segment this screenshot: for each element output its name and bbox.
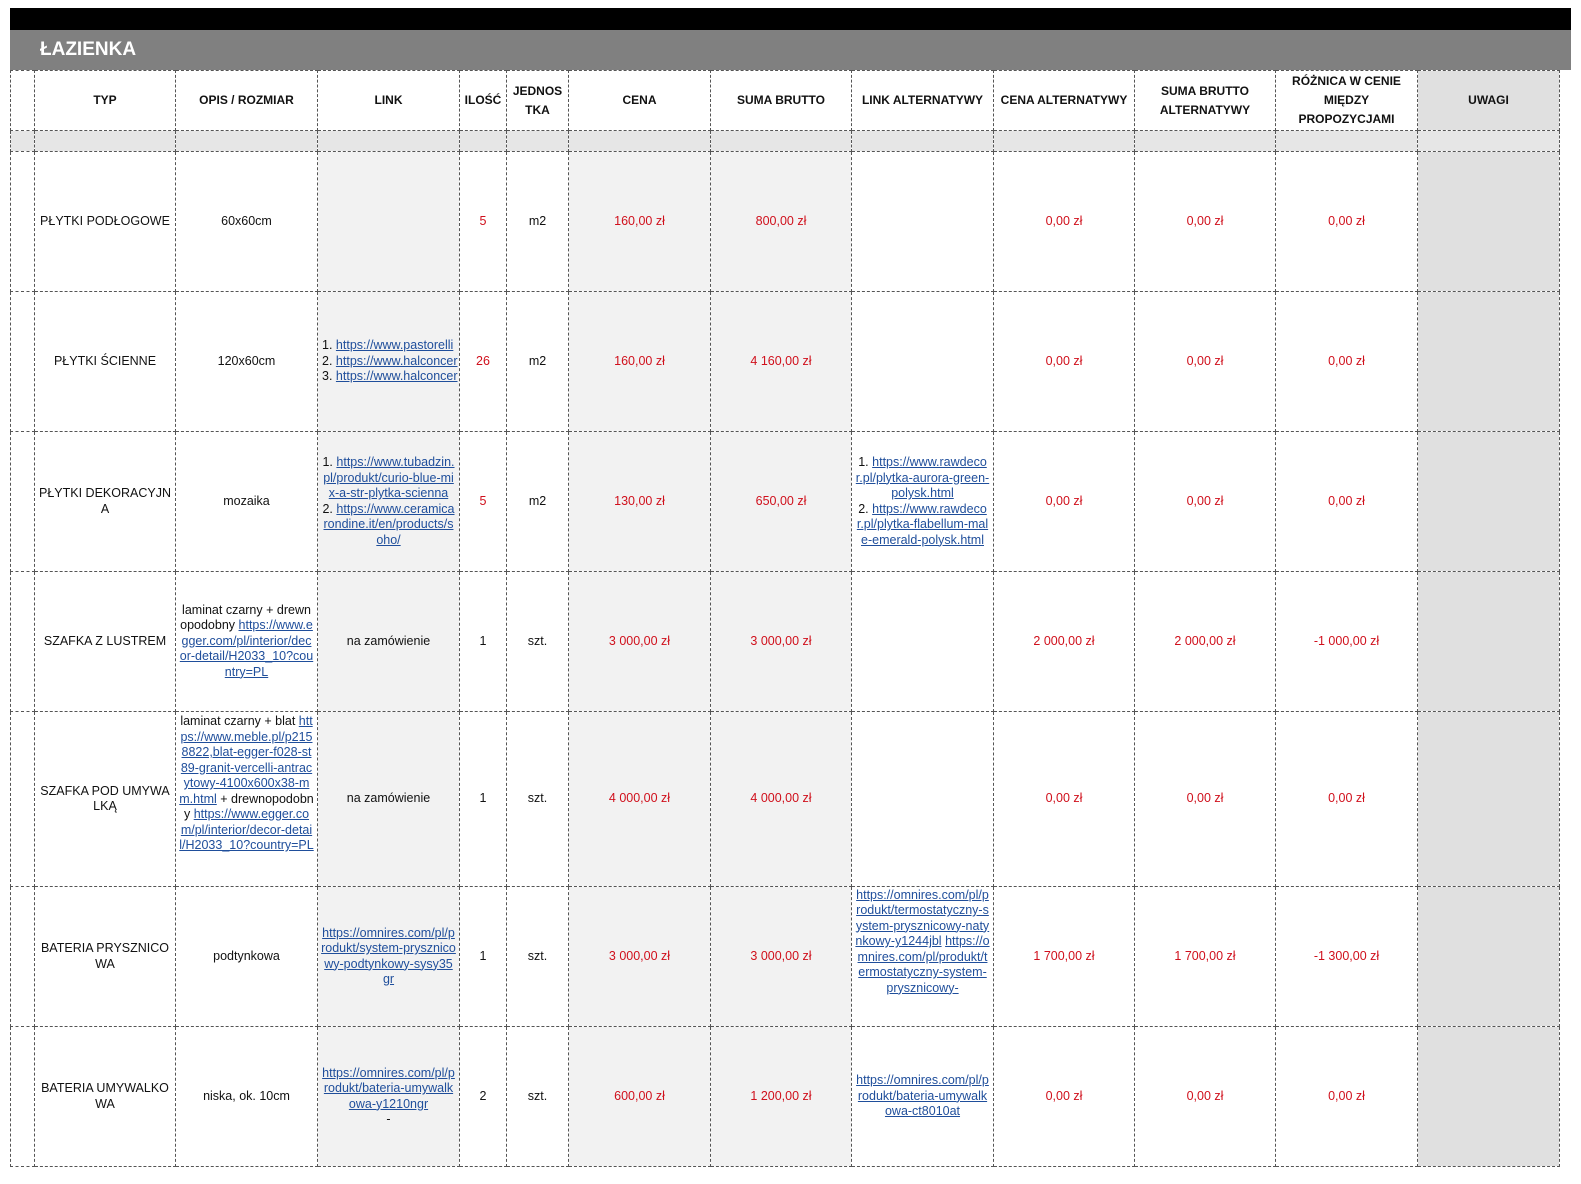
link-line: 2. https://www.halconcer xyxy=(322,353,458,368)
cell-ilosc[interactable]: 26 xyxy=(460,292,507,432)
cell-uwagi[interactable] xyxy=(1418,887,1560,1027)
row-gutter xyxy=(11,292,35,432)
cell-cena-alternatywy[interactable]: 0,00 zł xyxy=(994,292,1135,432)
header-link[interactable]: LINK xyxy=(318,71,460,131)
cell-jednostka[interactable]: szt. xyxy=(507,887,569,1027)
alt-product-link[interactable]: https://omnires.com/pl/produkt/bateria-umywalkowa-ct8010at xyxy=(856,1073,989,1119)
cell-suma-brutto-alternatywy[interactable]: 2 000,00 zł xyxy=(1135,572,1276,712)
cell-typ[interactable]: SZAFKA POD UMYWALKĄ xyxy=(35,712,176,887)
product-link[interactable]: https://www.tubadzin.pl/produkt/curio-blue-mix-a-str-plytka-scienna xyxy=(323,455,455,500)
top-black-bar xyxy=(10,8,1571,30)
sheet-title: ŁAZIENKA xyxy=(10,30,1571,70)
cell-uwagi[interactable] xyxy=(1418,712,1560,887)
cell-suma-brutto-alternatywy[interactable]: 1 700,00 zł xyxy=(1135,887,1276,1027)
row-gutter-header xyxy=(11,71,35,131)
cell-opis[interactable]: laminat czarny + drewnopodobny https://www.egger.com/pl/interior/decor-detail/H2033_10?country=PL xyxy=(176,572,318,712)
link-line: 1. https://www.pastorelli xyxy=(322,338,454,353)
cell-roznica[interactable]: 0,00 zł xyxy=(1276,712,1418,887)
opis-link[interactable]: https://www.meble.pl/p2158822,blat-egger-f028-st89-granit-vercelli-antracytowy-4100x600x38-mm.html xyxy=(179,714,313,806)
link-line: 3. https://www.halconcer xyxy=(322,369,458,384)
table-row xyxy=(11,432,1560,572)
bathroom-cost-table xyxy=(10,70,1560,1167)
table-row xyxy=(11,712,1560,887)
cell-uwagi[interactable] xyxy=(1418,572,1560,712)
cell-suma-brutto[interactable]: 4 160,00 zł xyxy=(711,292,852,432)
cell-suma-brutto-alternatywy[interactable]: 0,00 zł xyxy=(1135,152,1276,292)
cell-cena-alternatywy[interactable]: 0,00 zł xyxy=(994,152,1135,292)
link-list: 1. https://www.tubadzin.pl/produkt/curio-blue-mix-a-str-plytka-scienna 2. https://www.ceramicarondine.it/en/products/soho/ xyxy=(322,455,455,547)
cell-roznica[interactable]: 0,00 zł xyxy=(1276,1027,1418,1167)
table-row xyxy=(11,887,1560,1027)
cell-link[interactable]: na zamówienie xyxy=(318,572,460,712)
cell-uwagi[interactable] xyxy=(1418,292,1560,432)
alt-link-list: 1. https://www.rawdecor.pl/plytka-aurora-green-polysk.html 2. https://www.rawdecor.pl/plytka-flabellum-male-emerald-polysk.html xyxy=(855,455,990,547)
cell-ilosc[interactable]: 5 xyxy=(460,152,507,292)
header-ilosc[interactable]: ILOŚĆ xyxy=(460,71,507,131)
spacer-row xyxy=(11,131,1560,152)
cell-link[interactable] xyxy=(318,887,460,1027)
cell-opis[interactable] xyxy=(176,712,318,887)
cell-link[interactable]: na zamówienie xyxy=(318,712,460,887)
header-row xyxy=(11,71,1560,131)
product-link[interactable]: https://www.halconcer xyxy=(335,369,458,384)
cell-suma-brutto[interactable]: 1 200,00 zł xyxy=(711,1027,852,1167)
row-gutter xyxy=(11,887,35,1027)
product-link[interactable]: https://www.halconcer xyxy=(335,353,458,368)
row-gutter xyxy=(11,152,35,292)
cell-suma-brutto[interactable]: 3 000,00 zł xyxy=(711,887,852,1027)
header-cena-alternatywy[interactable]: CENA ALTERNATYWY xyxy=(994,71,1135,131)
header-link-alternatywy[interactable]: LINK ALTERNATYWY xyxy=(852,71,994,131)
cell-cena[interactable]: 3 000,00 zł xyxy=(569,887,711,1027)
cell-jednostka[interactable]: szt. xyxy=(507,712,569,887)
alt-product-link[interactable]: https://omnires.com/pl/produkt/termostatyczny-system-prysznicowy- xyxy=(857,934,990,995)
row-gutter xyxy=(11,712,35,887)
header-suma-brutto[interactable]: SUMA BRUTTO xyxy=(711,71,852,131)
cell-typ[interactable]: BATERIA UMYWALKOWA xyxy=(35,1027,176,1167)
cell-ilosc[interactable]: 2 xyxy=(460,1027,507,1167)
cell-opis[interactable]: niska, ok. 10cm xyxy=(176,1027,318,1167)
cell-typ[interactable]: PŁYTKI DEKORACYJNA xyxy=(35,432,176,572)
header-suma-brutto-alternatywy[interactable]: SUMA BRUTTO ALTERNATYWY xyxy=(1135,71,1276,131)
row-gutter xyxy=(11,572,35,712)
header-jednostka[interactable]: JEDNOSTKA xyxy=(507,71,569,131)
cell-jednostka[interactable]: m2 xyxy=(507,152,569,292)
cell-typ[interactable]: PŁYTKI ŚCIENNE xyxy=(35,292,176,432)
cell-link[interactable] xyxy=(318,152,460,292)
opis-link[interactable]: https://www.egger.com/pl/interior/decor-detail/H2033_10?country=PL xyxy=(179,618,314,679)
cell-opis[interactable]: 120x60cm xyxy=(176,292,318,432)
cell-suma-brutto[interactable]: 800,00 zł xyxy=(711,152,852,292)
cell-cena-alternatywy[interactable]: 0,00 zł xyxy=(994,712,1135,887)
cell-suma-brutto[interactable]: 4 000,00 zł xyxy=(711,712,852,887)
row-gutter xyxy=(11,432,35,572)
product-link[interactable]: https://omnires.com/pl/produkt/bateria-umywalkowa-y1210ngr xyxy=(322,1065,455,1111)
cell-jednostka[interactable]: m2 xyxy=(507,292,569,432)
cell-cena[interactable]: 130,00 zł xyxy=(569,432,711,572)
alt-product-link[interactable]: https://www.rawdecor.pl/plytka-aurora-green-polysk.html xyxy=(855,455,990,500)
cell-cena[interactable]: 600,00 zł xyxy=(569,1027,711,1167)
cell-roznica[interactable]: -1 000,00 zł xyxy=(1276,572,1418,712)
cell-typ[interactable]: PŁYTKI PODŁOGOWE xyxy=(35,152,176,292)
link-list xyxy=(322,338,459,385)
cell-roznica[interactable]: -1 300,00 zł xyxy=(1276,887,1418,1027)
cell-cena-alternatywy[interactable]: 0,00 zł xyxy=(994,1027,1135,1167)
cell-roznica[interactable]: 0,00 zł xyxy=(1276,292,1418,432)
table-row xyxy=(11,572,1560,712)
product-link[interactable]: https://omnires.com/pl/produkt/system-prysznicowy-podtynkowy-sysy35gr xyxy=(321,925,456,986)
cell-ilosc[interactable]: 1 xyxy=(460,712,507,887)
cell-roznica[interactable]: 0,00 zł xyxy=(1276,152,1418,292)
cell-link-alternatywy[interactable] xyxy=(852,712,994,887)
cell-uwagi[interactable] xyxy=(1418,432,1560,572)
header-typ[interactable]: TYP xyxy=(35,71,176,131)
cell-jednostka[interactable]: szt. xyxy=(507,1027,569,1167)
cell-cena-alternatywy[interactable]: 0,00 zł xyxy=(994,432,1135,572)
cell-suma-brutto-alternatywy[interactable]: 0,00 zł xyxy=(1135,1027,1276,1167)
table-row xyxy=(11,292,1560,432)
cell-cena[interactable]: 3 000,00 zł xyxy=(569,572,711,712)
cell-typ[interactable]: SZAFKA Z LUSTREM xyxy=(35,572,176,712)
product-link[interactable]: https://www.ceramicarondine.it/en/products/soho/ xyxy=(323,501,455,547)
cell-typ[interactable]: BATERIA PRYSZNICOWA xyxy=(35,887,176,1027)
cell-cena-alternatywy[interactable]: 1 700,00 zł xyxy=(994,887,1135,1027)
cell-link[interactable] xyxy=(318,1027,460,1167)
cell-link-alternatywy[interactable] xyxy=(852,887,994,1027)
cell-cena[interactable]: 160,00 zł xyxy=(569,152,711,292)
cell-ilosc[interactable]: 1 xyxy=(460,887,507,1027)
cell-link-alternatywy[interactable] xyxy=(852,432,994,572)
alt-product-link[interactable]: https://omnires.com/pl/produkt/termostatyczny-system-prysznicowy-natynkowy-y1244jbl xyxy=(855,887,990,948)
cell-link[interactable] xyxy=(318,432,460,572)
alt-product-link[interactable]: https://www.rawdecor.pl/plytka-flabellum-male-emerald-polysk.html xyxy=(856,501,989,547)
row-gutter xyxy=(11,1027,35,1167)
cell-link-alternatywy[interactable] xyxy=(852,152,994,292)
header-roznica[interactable]: RÓŻNICA W CENIE MIĘDZY PROPOZYCJAMI xyxy=(1276,71,1418,131)
cell-jednostka[interactable]: m2 xyxy=(507,432,569,572)
cell-suma-brutto[interactable]: 650,00 zł xyxy=(711,432,852,572)
cell-suma-brutto-alternatywy[interactable]: 0,00 zł xyxy=(1135,432,1276,572)
cell-link-alternatywy[interactable] xyxy=(852,1027,994,1167)
cell-uwagi[interactable] xyxy=(1418,152,1560,292)
product-link[interactable]: https://www.pastorelli xyxy=(335,338,454,353)
cell-suma-brutto[interactable]: 3 000,00 zł xyxy=(711,572,852,712)
header-uwagi[interactable]: UWAGI xyxy=(1418,71,1560,131)
table-row xyxy=(11,152,1560,292)
header-cena[interactable]: CENA xyxy=(569,71,711,131)
opis-content: laminat czarny + blat https://www.meble.pl/p2158822,blat-egger-f028-st89-granit-vercelli-antracytowy-4100x600x38-mm.html + drewnopodobny https://www.egger.com/pl/interior/decor-detail/H2033_10?country=PL xyxy=(179,714,314,852)
cell-jednostka[interactable]: szt. xyxy=(507,572,569,712)
opis-link[interactable]: https://www.egger.com/pl/interior/decor-detail/H2033_10?country=PL xyxy=(179,807,314,852)
cell-link-alternatywy[interactable] xyxy=(852,292,994,432)
cell-suma-brutto-alternatywy[interactable]: 0,00 zł xyxy=(1135,292,1276,432)
cell-cena-alternatywy[interactable]: 2 000,00 zł xyxy=(994,572,1135,712)
cell-link[interactable] xyxy=(318,292,460,432)
cell-cena[interactable]: 4 000,00 zł xyxy=(569,712,711,887)
cell-opis[interactable]: podtynkowa xyxy=(176,887,318,1027)
header-opis[interactable]: OPIS / ROZMIAR xyxy=(176,71,318,131)
cell-suma-brutto-alternatywy[interactable]: 0,00 zł xyxy=(1135,712,1276,887)
cell-ilosc[interactable]: 5 xyxy=(460,432,507,572)
cell-link-alternatywy[interactable] xyxy=(852,572,994,712)
cell-ilosc[interactable]: 1 xyxy=(460,572,507,712)
link-tail: - xyxy=(386,1112,391,1126)
table-row xyxy=(11,1027,1560,1167)
cell-roznica[interactable]: 0,00 zł xyxy=(1276,432,1418,572)
cell-opis[interactable]: 60x60cm xyxy=(176,152,318,292)
cell-opis[interactable]: mozaika xyxy=(176,432,318,572)
alt-link-list xyxy=(855,888,990,1026)
cell-uwagi[interactable] xyxy=(1418,1027,1560,1167)
cell-cena[interactable]: 160,00 zł xyxy=(569,292,711,432)
